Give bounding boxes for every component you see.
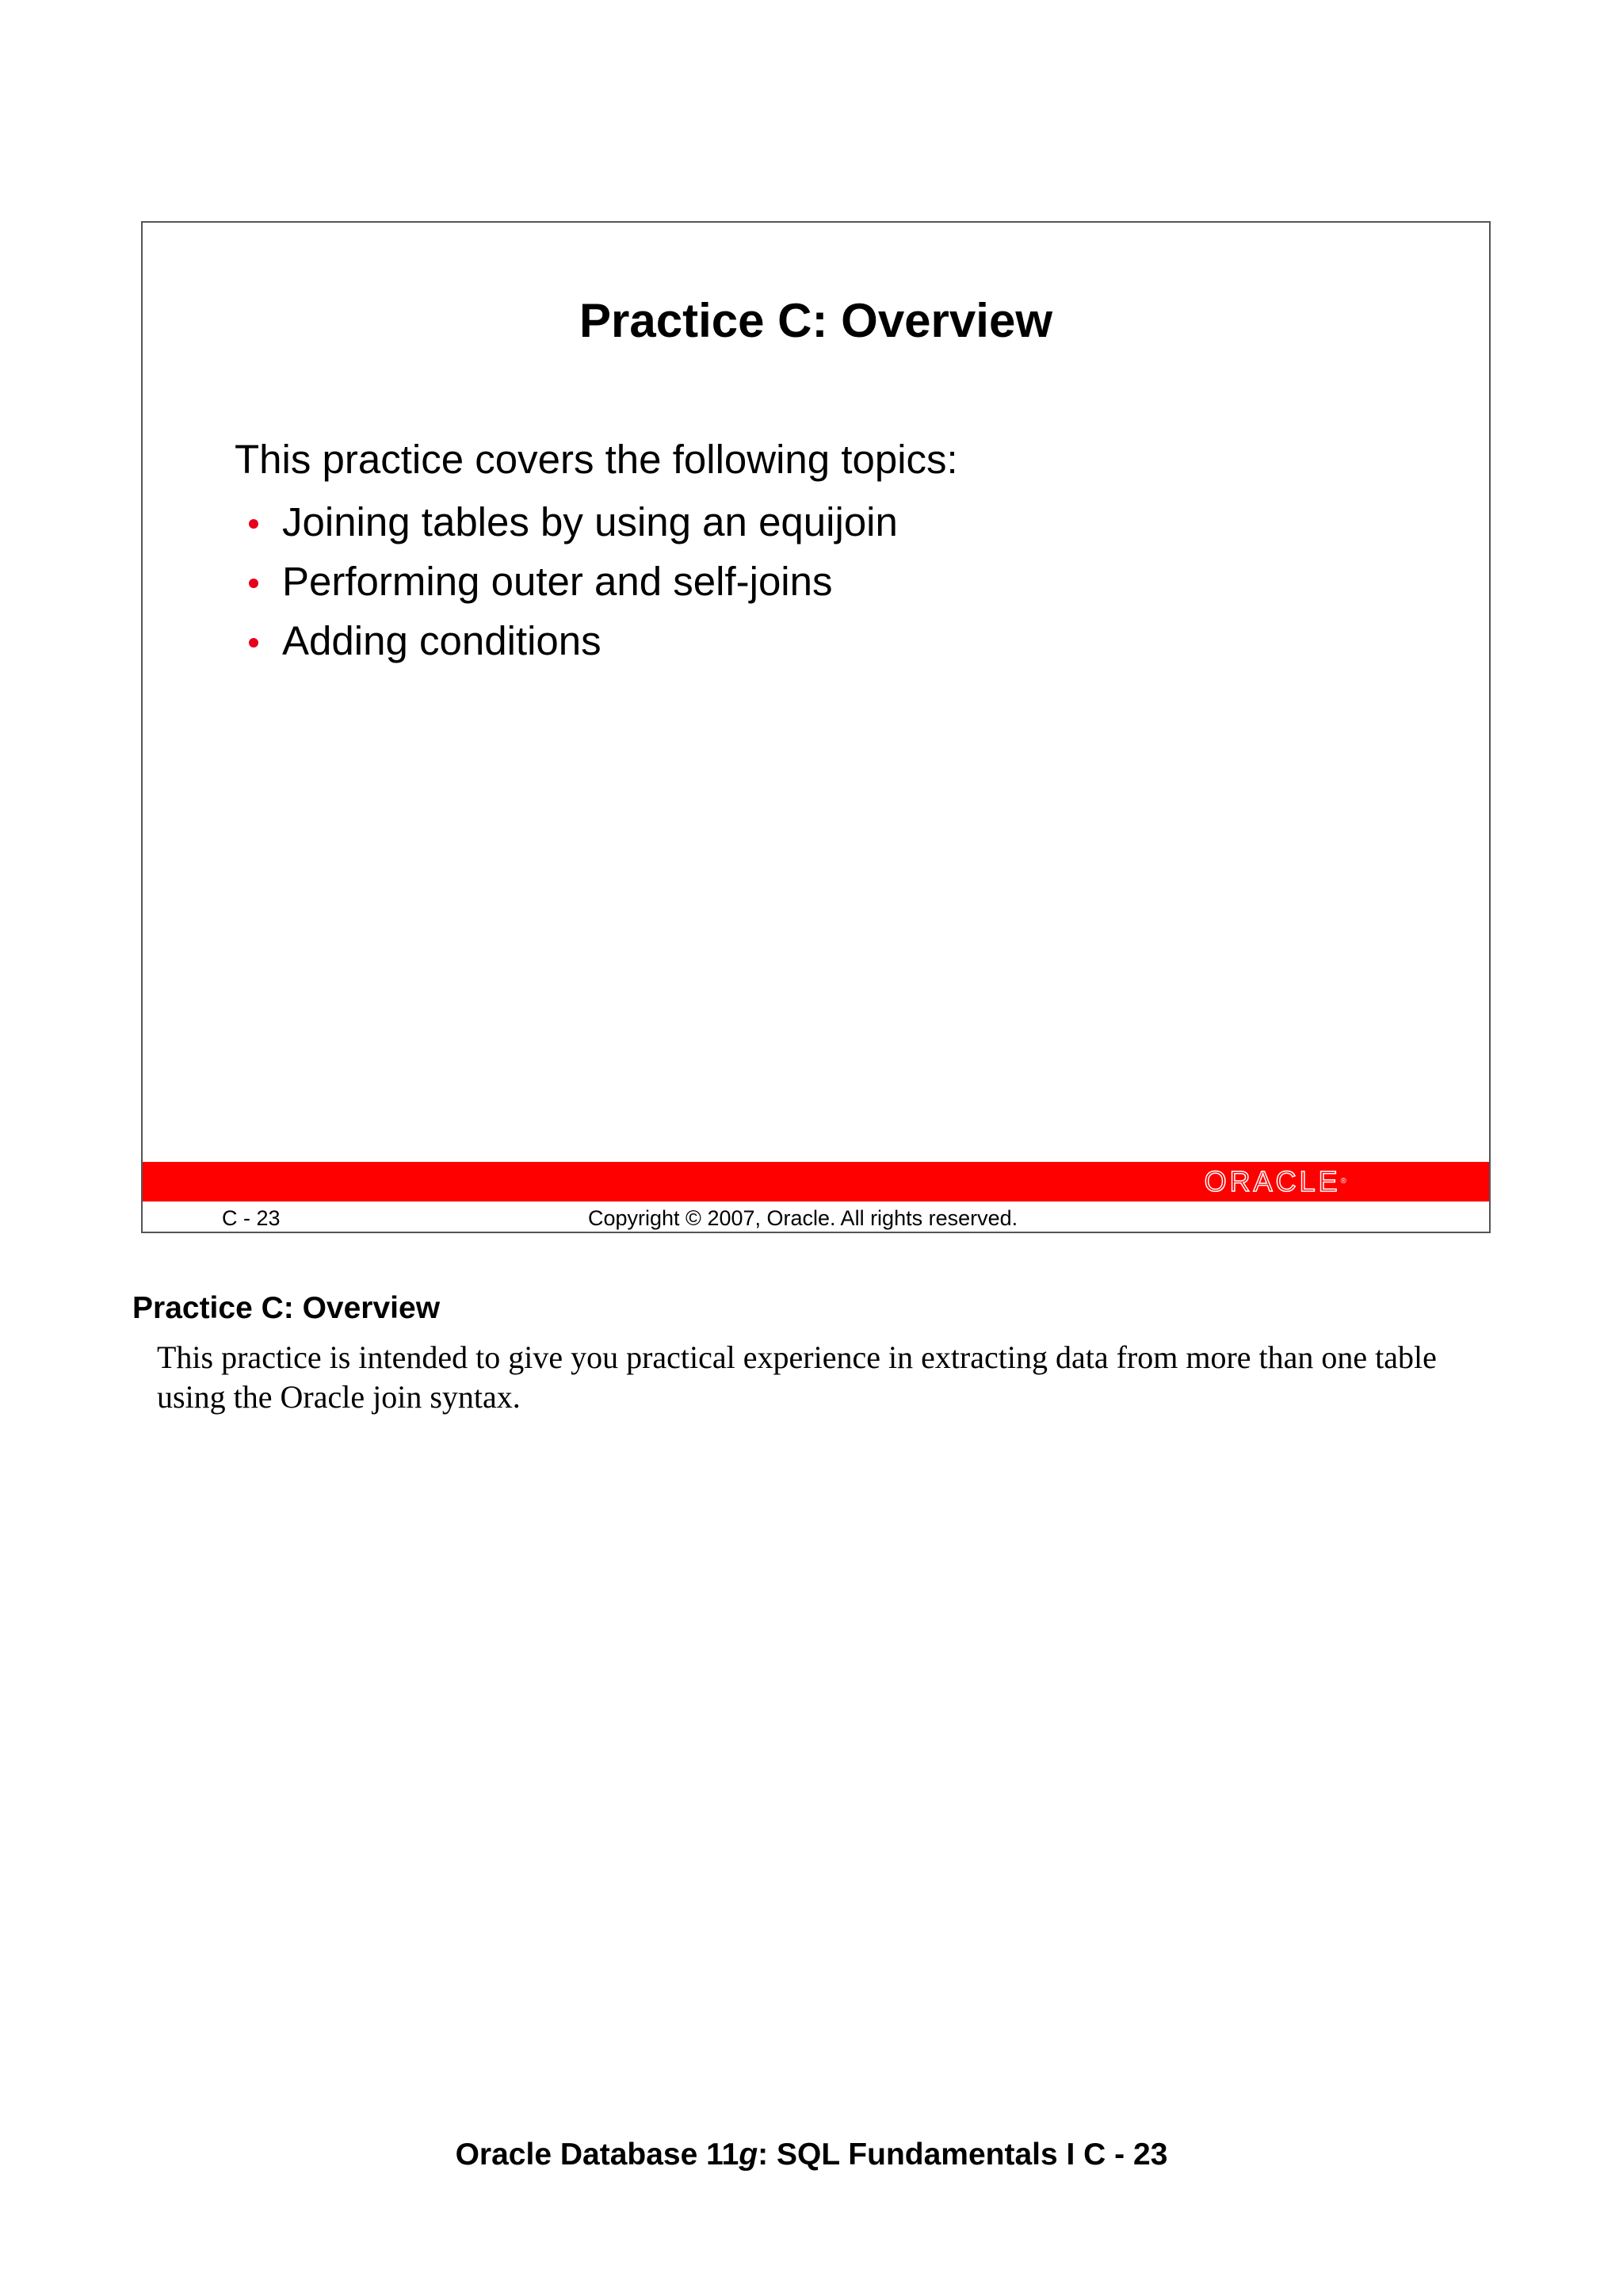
slide-number: C - 23 (222, 1206, 281, 1230)
notes-body: This practice is intended to give you practical experience in extracting data from more than one table using the Oracle join syntax. (157, 1339, 1437, 1415)
list-item (249, 552, 898, 611)
slide-title: Practice C: Overview (579, 294, 1052, 347)
page-footer-suffix: : SQL Fundamentals I C - 23 (758, 2137, 1168, 2172)
slide-frame (141, 221, 1491, 1233)
slide-footer (143, 1201, 1489, 1233)
list-item (249, 492, 898, 552)
registered-mark: ® (1340, 1177, 1346, 1186)
notes-heading: Practice C: Overview (132, 1291, 441, 1325)
list-item-label: Performing outer and self-joins (282, 559, 833, 604)
page-footer-prefix: Oracle Database 11 (455, 2137, 739, 2172)
page-footer-italic: g (739, 2137, 758, 2172)
list-item-label: Joining tables by using an equijoin (282, 499, 898, 544)
bullet-icon (249, 638, 258, 648)
topic-list (249, 492, 898, 670)
slide-intro: This practice covers the following topics: (235, 437, 958, 482)
bullet-icon (249, 519, 258, 529)
oracle-logo-text: ORACLE (1204, 1165, 1341, 1198)
copyright-notice: Copyright © 2007, Oracle. All rights reserved. (588, 1206, 1018, 1230)
bullet-icon (249, 579, 258, 588)
page-footer (0, 2136, 1623, 2174)
list-item-label: Adding conditions (282, 618, 601, 663)
brand-band (143, 1162, 1489, 1201)
list-item (249, 611, 898, 670)
oracle-logo (1205, 1165, 1346, 1198)
